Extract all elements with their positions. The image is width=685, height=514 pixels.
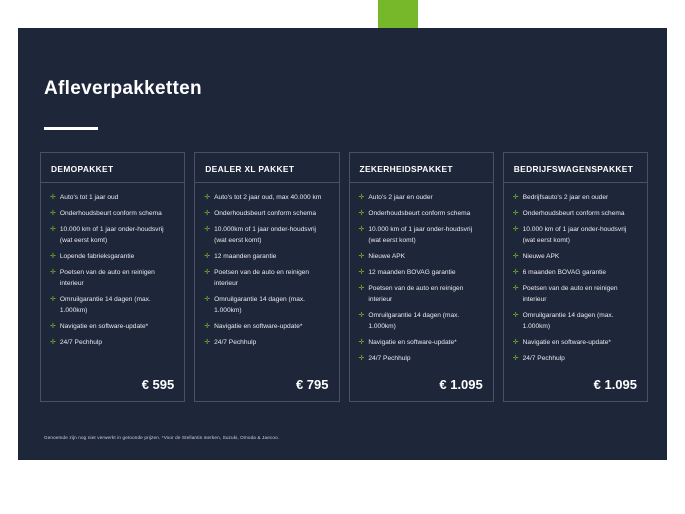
feature-text: 12 maanden garantie — [214, 253, 277, 260]
plus-icon: ✛ — [358, 339, 365, 346]
feature-text: Onderhoudsbeurt conform schema — [522, 210, 625, 217]
list-item — [204, 251, 329, 262]
list-item — [359, 337, 484, 348]
plus-icon: ✛ — [512, 253, 519, 260]
list-item — [513, 310, 638, 332]
list-item — [359, 310, 484, 332]
list-item — [513, 192, 638, 203]
plus-icon: ✛ — [358, 194, 365, 201]
feature-text: 10.000km of 1 jaar onder-houdsvrij (wat eerst komt) — [214, 226, 317, 244]
feature-list — [41, 183, 184, 348]
card-header — [41, 153, 184, 183]
plus-icon: ✛ — [512, 210, 519, 217]
feature-text: Onderhoudsbeurt conform schema — [368, 210, 471, 217]
list-item — [513, 353, 638, 364]
list-item — [359, 283, 484, 305]
feature-text: Navigatie en software-update* — [59, 323, 149, 330]
list-item — [359, 353, 484, 364]
package-price: € 1.095 — [593, 377, 637, 392]
plus-icon: ✛ — [204, 296, 211, 303]
plus-icon: ✛ — [204, 253, 211, 260]
list-item — [204, 337, 329, 348]
feature-text: 24/7 Pechhulp — [214, 339, 257, 346]
plus-icon: ✛ — [358, 226, 365, 233]
plus-icon: ✛ — [512, 269, 519, 276]
feature-text: 24/7 Pechhulp — [522, 355, 565, 362]
feature-text: Bedrijfsauto's 2 jaar en ouder — [522, 194, 609, 201]
package-title: BEDRIJFSWAGENSPAKKET — [513, 164, 634, 174]
feature-text: 10.000 km of 1 jaar onder-houdsvrij (wat eerst komt) — [522, 226, 627, 244]
list-item — [513, 283, 638, 305]
list-item — [204, 208, 329, 219]
list-item — [50, 267, 175, 289]
plus-icon: ✛ — [358, 312, 365, 319]
list-item — [204, 192, 329, 203]
feature-list — [350, 183, 493, 364]
package-card[interactable] — [194, 152, 339, 402]
card-header — [504, 153, 647, 183]
package-title: ZEKERHEIDSPAKKET — [359, 164, 453, 174]
feature-text: Navigatie en software-update* — [522, 339, 611, 346]
feature-text: Omruilgarantie 14 dagen (max. 1.000km) — [368, 312, 460, 330]
list-item — [50, 192, 175, 203]
feature-text: Navigatie en software-update* — [368, 339, 457, 346]
package-title: DEMOPAKKET — [51, 164, 114, 174]
feature-list — [504, 183, 647, 364]
package-price: € 795 — [295, 377, 329, 392]
package-title: DEALER XL PAKKET — [205, 164, 295, 174]
list-item — [359, 267, 484, 278]
plus-icon: ✛ — [50, 296, 56, 303]
list-item — [50, 251, 175, 262]
plus-icon: ✛ — [50, 323, 56, 330]
plus-icon: ✛ — [204, 194, 211, 201]
feature-text: 6 maanden BOVAG garantie — [522, 269, 607, 276]
list-item — [359, 251, 484, 262]
list-item — [204, 267, 329, 289]
package-card[interactable] — [503, 152, 648, 402]
feature-list — [195, 183, 338, 348]
feature-text: Poetsen van de auto en reinigen interieur — [59, 269, 155, 287]
package-price: € 1.095 — [439, 377, 483, 392]
list-item — [359, 208, 484, 219]
feature-text: Poetsen van de auto en reinigen interieur — [368, 285, 464, 303]
plus-icon: ✛ — [512, 226, 519, 233]
list-item — [513, 224, 638, 246]
feature-text: Lopende fabrieksgarantie — [59, 253, 135, 260]
footnote: Genoemde zijn nog niet verwerkt in getoonde prijzen. *Voor de Stellantis merken, Suzuki, Omoda & Jaecoo. — [44, 435, 280, 440]
feature-text: 10.000 km of 1 jaar onder-houdsvrij (wat eerst komt) — [59, 226, 164, 244]
feature-text: Nieuwe APK — [368, 253, 406, 260]
package-card[interactable] — [40, 152, 185, 402]
feature-text: Omruilgarantie 14 dagen (max. 1.000km) — [59, 296, 151, 314]
feature-text: Nieuwe APK — [522, 253, 560, 260]
list-item — [50, 224, 175, 246]
list-item — [513, 251, 638, 262]
plus-icon: ✛ — [358, 285, 365, 292]
feature-text: Auto's 2 jaar en ouder — [368, 194, 433, 201]
plus-icon: ✛ — [204, 226, 211, 233]
feature-text: Poetsen van de auto en reinigen interieur — [522, 285, 618, 303]
list-item — [204, 321, 329, 332]
feature-text: 12 maanden BOVAG garantie — [368, 269, 456, 276]
feature-text: Omruilgarantie 14 dagen (max. 1.000km) — [214, 296, 306, 314]
plus-icon: ✛ — [358, 269, 365, 276]
list-item — [513, 267, 638, 278]
plus-icon: ✛ — [358, 355, 365, 362]
title-underline — [44, 127, 98, 130]
accent-bar — [378, 0, 418, 28]
feature-text: Auto's tot 1 jaar oud — [59, 194, 119, 201]
plus-icon: ✛ — [512, 339, 519, 346]
card-header — [350, 153, 493, 183]
plus-icon: ✛ — [50, 339, 56, 346]
list-item — [359, 224, 484, 246]
plus-icon: ✛ — [50, 253, 56, 260]
feature-text: 24/7 Pechhulp — [368, 355, 411, 362]
feature-text: 10.000 km of 1 jaar onder-houdsvrij (wat eerst komt) — [368, 226, 473, 244]
plus-icon: ✛ — [204, 210, 211, 217]
card-header — [195, 153, 338, 183]
feature-text: Onderhoudsbeurt conform schema — [59, 210, 162, 217]
plus-icon: ✛ — [50, 226, 56, 233]
plus-icon: ✛ — [204, 269, 211, 276]
list-item — [50, 337, 175, 348]
plus-icon: ✛ — [512, 194, 519, 201]
plus-icon: ✛ — [358, 253, 365, 260]
list-item — [513, 208, 638, 219]
feature-text: Navigatie en software-update* — [214, 323, 303, 330]
plus-icon: ✛ — [358, 210, 365, 217]
package-price: € 595 — [141, 377, 175, 392]
page-title: Afleverpakketten — [44, 78, 202, 99]
list-item — [513, 337, 638, 348]
plus-icon: ✛ — [50, 269, 56, 276]
plus-icon: ✛ — [512, 285, 519, 292]
plus-icon: ✛ — [512, 355, 519, 362]
list-item — [50, 294, 175, 316]
feature-text: Poetsen van de auto en reinigen interieur — [214, 269, 310, 287]
plus-icon: ✛ — [50, 210, 56, 217]
list-item — [359, 192, 484, 203]
plus-icon: ✛ — [204, 323, 211, 330]
plus-icon: ✛ — [204, 339, 211, 346]
package-card[interactable] — [349, 152, 494, 402]
feature-text: Onderhoudsbeurt conform schema — [214, 210, 317, 217]
list-item — [204, 294, 329, 316]
package-cards — [40, 152, 648, 402]
plus-icon: ✛ — [512, 312, 519, 319]
list-item — [204, 224, 329, 246]
feature-text: Auto's tot 2 jaar oud, max 40.000 km — [214, 194, 322, 201]
feature-text: Omruilgarantie 14 dagen (max. 1.000km) — [522, 312, 614, 330]
feature-text: 24/7 Pechhulp — [59, 339, 103, 346]
plus-icon: ✛ — [50, 194, 56, 201]
list-item — [50, 321, 175, 332]
list-item — [50, 208, 175, 219]
